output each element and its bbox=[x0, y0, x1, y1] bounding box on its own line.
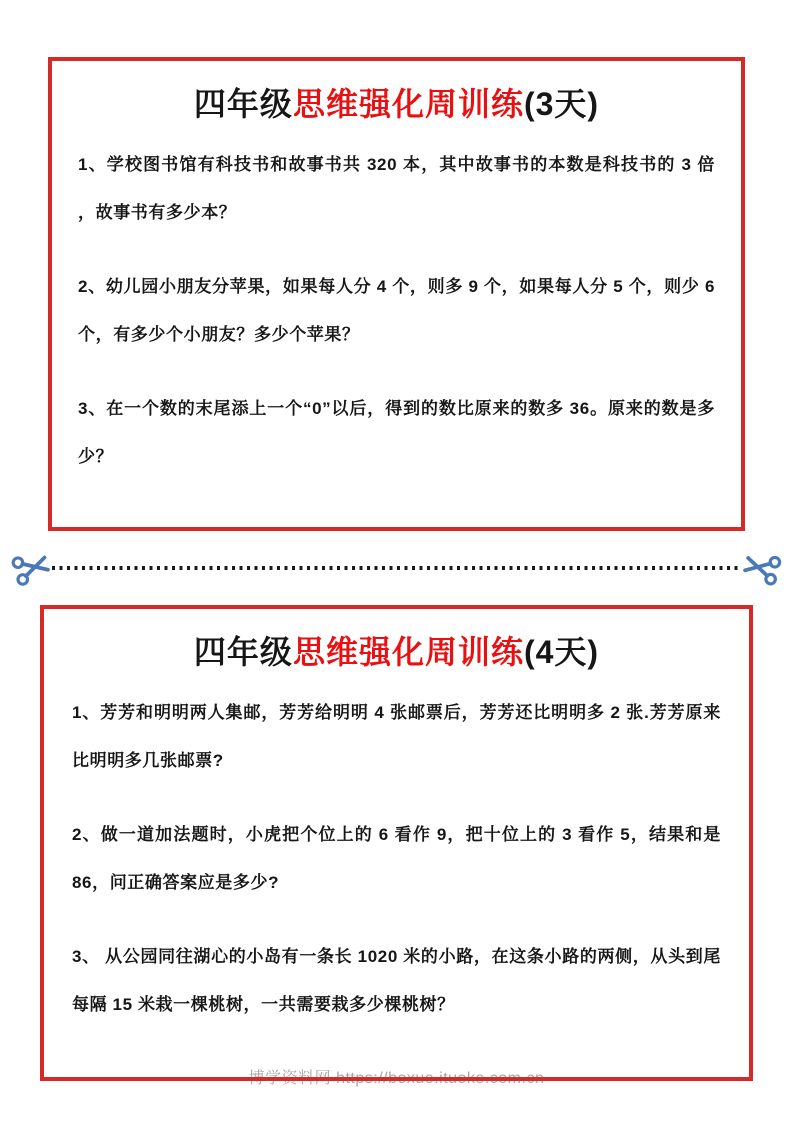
question-item: 2、做一道加法题时，小虎把个位上的 6 看作 9，把十位上的 3 看作 5，结果和是 86，问正确答案应是多少? bbox=[72, 825, 721, 892]
dotted-cut-line bbox=[52, 566, 741, 570]
worksheet-title-day4 bbox=[72, 631, 721, 673]
scissors-icon-right bbox=[739, 545, 785, 591]
question-list-day3 bbox=[78, 141, 715, 481]
title-highlight-text: 思维强化周训练 bbox=[292, 86, 524, 122]
question-item: 1、学校图书馆有科技书和故事书共 320 本，其中故事书的本数是科技书的 3 倍 ，故事书有多少本？ bbox=[78, 155, 715, 222]
watermark-text: 博学资料网 https://boxue.ituoke.com.cn bbox=[248, 1070, 545, 1087]
question-item: 2、幼儿园小朋友分苹果，如果每人分 4 个，则多 9 个，如果每人分 5 个，则少 6 个，有多少个小朋友？多少个苹果？ bbox=[78, 277, 715, 344]
question-item: 1、芳芳和明明两人集邮，芳芳给明明 4 张邮票后，芳芳还比明明多 2 张.芳芳原来比明明多几张邮票? bbox=[72, 703, 721, 770]
cut-line bbox=[12, 550, 781, 586]
title-grade-text: 四年级 bbox=[193, 634, 293, 670]
question-item: 3、 从公园同往湖心的小岛有一条长 1020 米的小路，在这条小路的两侧，从头到尾每隔 15 米栽一棵桃树，一共需要栽多少棵桃树？ bbox=[72, 947, 721, 1014]
scissors-icon-left bbox=[7, 544, 54, 591]
title-day-count: (4天) bbox=[523, 634, 600, 670]
worksheet-card-day4 bbox=[40, 605, 753, 1081]
question-item: 3、在一个数的末尾添上一个“0”以后，得到的数比原来的数多 36。原来的数是多少？ bbox=[78, 399, 715, 466]
worksheet-title-day3 bbox=[78, 83, 715, 125]
title-highlight-text: 思维强化周训练 bbox=[292, 634, 524, 670]
title-grade-text: 四年级 bbox=[193, 86, 293, 122]
question-list-day4 bbox=[72, 689, 721, 1029]
worksheet-card-day3 bbox=[48, 57, 745, 531]
title-day-count: (3天) bbox=[523, 86, 600, 122]
